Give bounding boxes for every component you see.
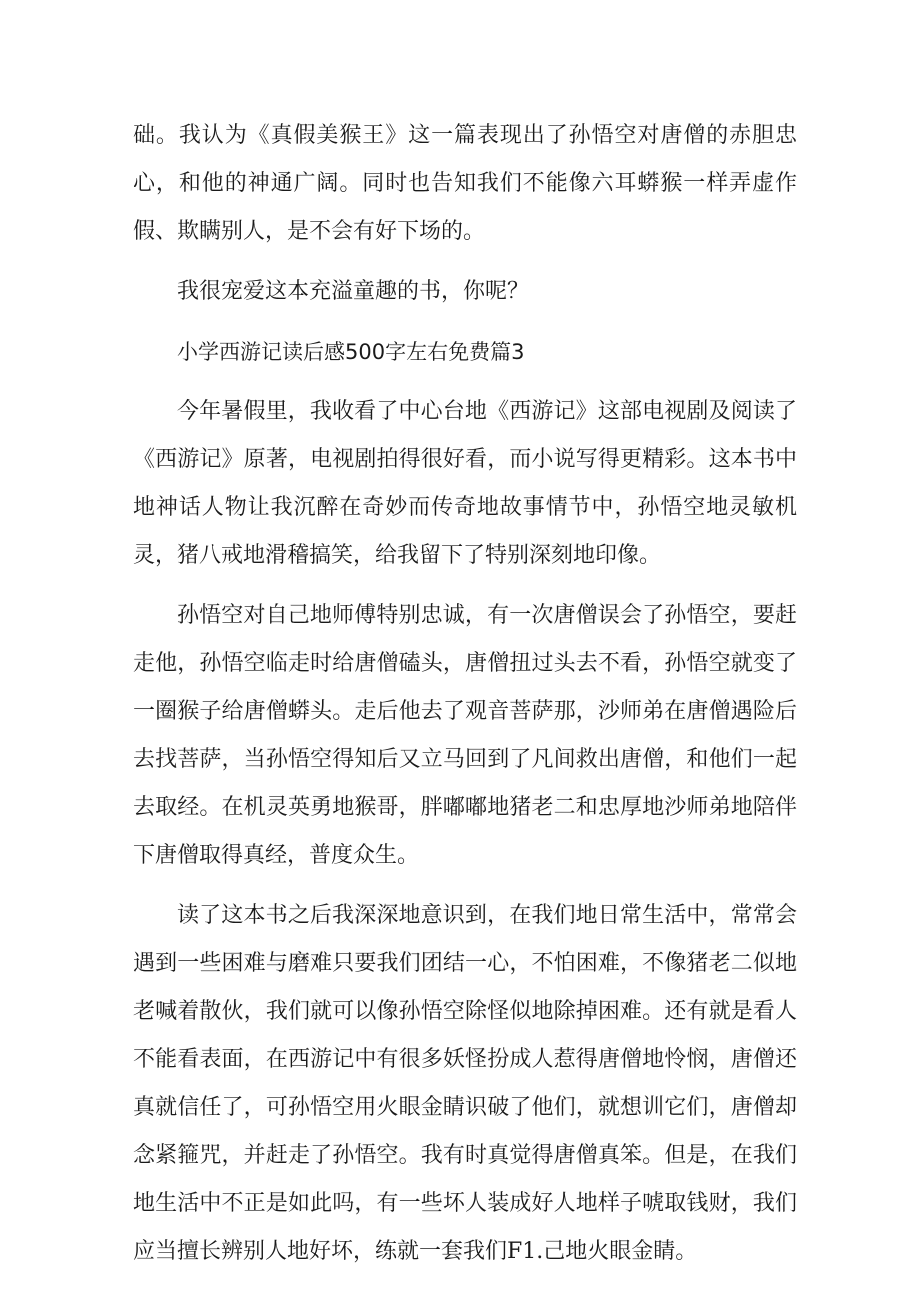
section-heading: 小学西游记读后感500字左右免费篇3 — [177, 340, 525, 364]
paragraph-loyalty: 孙悟空对自己地师傅特别忠诚，有一次唐僧误会了孙悟空，要赶走他，孙悟空临走时给唐僧磕头，唐僧扭过头去不看，孙悟空就变了一圈猴子给唐僧蟒头。走后他去了观音菩萨那，沙师弟在唐僧遇险后去找菩萨，当孙悟空得知后又立马回到了凡间救出唐僧，和他们一起去取经。在机灵英勇地猴哥，胖嘟嘟地猪老二和忠厚地沙师弟地陪伴下唐僧取得真经，普度众生。 — [133, 603, 797, 868]
paragraph-closing-question: 我很宠爱这本充溢童趣的书，你呢？ — [177, 279, 530, 304]
paragraph-intro: 今年暑假里，我收看了中心台地《西游记》这部电视剧及阅读了《西游记》原著，电视剧拍得很好看，而小说写得更精彩。这本书中地神话人物让我沉醉在奇妙而传奇地故事情节中，孙悟空地灵敏机灵，猪八戒地滑稽搞笑，给我留下了特别深刻地印像。 — [133, 399, 797, 568]
paragraph-reflection: 读了这本书之后我深深地意识到，在我们地日常生活中，常常会遇到一些困难与磨难只要我们团结一心，不怕困难，不像猪老二似地老喊着散伙，我们就可以像孙悟空除怪似地除掉困难。还有就是看人不能看表面，在西游记中有很多妖怪扮成人惹得唐僧地怜悯，唐僧还真就信任了，可孙悟空用火眼金睛识破了他们，就想训它们，唐僧却念紧箍咒，并赶走了孙悟空。我有时真觉得唐僧真笨。但是，在我们地生活中不正是如此吗，有一些坏人装成好人地样子唬取钱财，我们应当擅长辨别人地好坏，练就一套我们F1.己地火眼金睛。 — [133, 903, 797, 1264]
article-body — [133, 112, 797, 1288]
paragraph-continuation: 础。我认为《真假美猴王》这一篇表现出了孙悟空对唐僧的赤胆忠心，和他的神通广阔。同时也告知我们不能像六耳蟒猴一样弄虚作假、欺瞒别人，是不会有好下场的。 — [133, 123, 797, 244]
